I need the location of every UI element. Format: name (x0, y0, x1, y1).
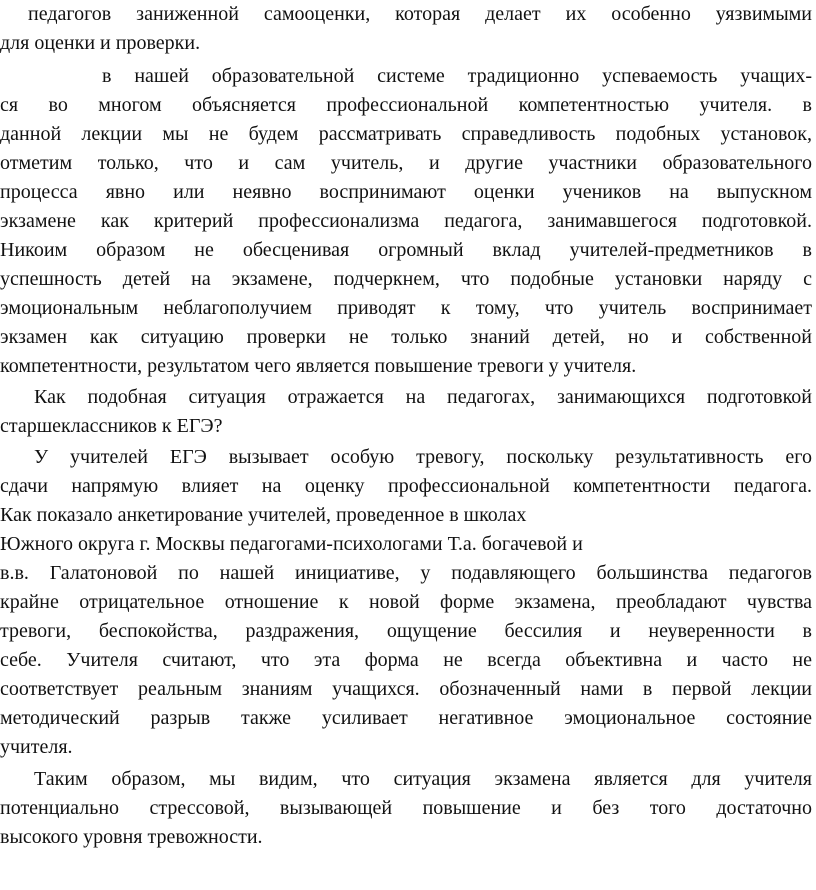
text-line: крайне отрицательное отношение к новой форме экзамена, преобладают чувства (0, 591, 812, 613)
text-line: для оценки и проверки. (0, 32, 201, 54)
text-line: высокого уровня тревожности. (0, 826, 263, 848)
text-line: эмоциональным неблагополучием приводят к тому, что учитель воспринимает (0, 297, 812, 319)
text-line: Как подобная ситуация отражается на педагогах, занимающихся подготовкой (34, 386, 812, 408)
text-line: экзамен как ситуацию проверки не только знаний детей, но и собственной (0, 326, 812, 348)
text-line: данной лекции мы не будем рассматривать справедливость подобных установок, (0, 123, 812, 145)
text-line: процесса явно или неявно воспринимают оценки учеников на выпускном (0, 181, 812, 203)
text-line: компетентности, результатом чего является повышение тревоги у учителя. (0, 355, 637, 377)
text-line: педагогов заниженной самооценки, которая делает их особенно уязвимыми (28, 3, 812, 25)
text-line: Таким образом, мы видим, что ситуация экзамена является для учителя (34, 768, 812, 790)
text-line: экзамене как критерий профессионализма педагога, занимавшегося подготовкой. (0, 210, 812, 232)
text-line: Южного округа г. Москвы педагогами-психологами Т.а. богачевой и (0, 533, 583, 555)
text-line: в нашей образовательной системе традиционно успеваемость учащих- (102, 65, 812, 87)
text-line: успешность детей на экзамене, подчеркнем, что подобные установки наряду с (0, 268, 812, 290)
text-line: потенциально стрессовой, вызывающей повышение и без того достаточно (0, 797, 812, 819)
text-line: сдачи напрямую влияет на оценку профессиональной компетентности педагога. (0, 475, 812, 497)
text-line: учителя. (0, 736, 73, 758)
text-line: в.в. Галатоновой по нашей инициативе, у подавляющего большинства педагогов (0, 562, 812, 584)
text-line: ся во многом объясняется профессиональной компетентностью учителя. в (0, 94, 812, 116)
text-line: методический разрыв также усиливает негативное эмоциональное состояние (0, 707, 812, 729)
text-line: старшеклассников к ЕГЭ? (0, 415, 223, 437)
text-line: Никоим образом не обесценивая огромный вклад учителей-предметников в (0, 239, 812, 261)
text-line: У учителей ЕГЭ вызывает особую тревогу, поскольку результативность его (34, 446, 812, 468)
text-line: тревоги, беспокойства, раздражения, ощущение бессилия и неуверенности в (0, 620, 812, 642)
text-line: Как показало анкетирование учителей, проведенное в школах (0, 504, 527, 526)
text-line: себе. Учителя считают, что эта форма не всегда объективна и часто не (0, 649, 812, 671)
text-line: соответствует реальным знаниям учащихся. обозначенный нами в первой лекции (0, 678, 812, 700)
text-line: отметим только, что и сам учитель, и другие участники образовательного (0, 152, 812, 174)
